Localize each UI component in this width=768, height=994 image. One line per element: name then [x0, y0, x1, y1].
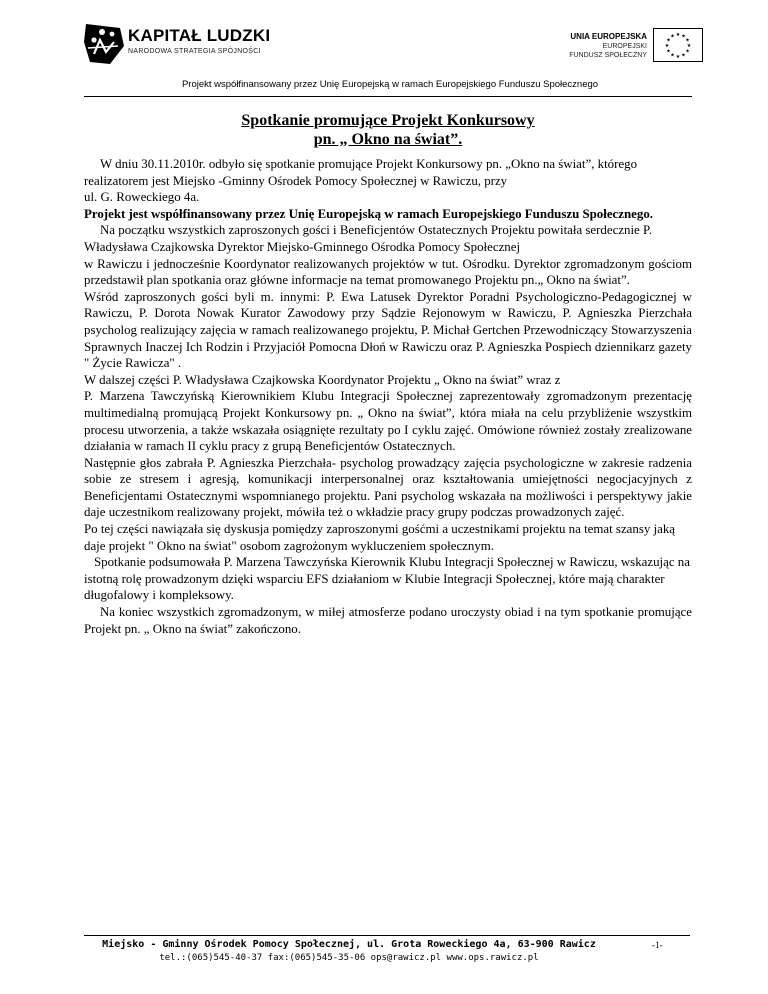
- paragraph-psychologist: Następnie głos zabrała P. Agnieszka Pierzchała- psycholog prowadzący zajęcia psychologiczne w zakresie radzenia sobie ze stresem i agresją, komunikacji interpersonalnej oraz kształtowania umiejętności negocjacyjnych z Beneficjentami Ostatecznymi wspomnianego projektu. Pani psycholog wskazała na możliwości i perspektywy jakie daje uczestnikom realizowany projekt, mówiła też o wkładzie pracy grupy podczas prowadzonych zajęć.: [84, 455, 692, 520]
- document-title-line1: Spotkanie promujące Projekt Konkursowy: [241, 112, 535, 129]
- svg-text:★: ★: [675, 32, 681, 38]
- eu-logo-text: [569, 31, 647, 60]
- kapital-ludzki-logo-icon: [84, 22, 124, 66]
- eu-logo-line1: UNIA EUROPEJSKA: [570, 32, 647, 41]
- svg-text:★: ★: [675, 54, 681, 60]
- svg-text:★: ★: [666, 37, 671, 44]
- eu-logo-line2: EUROPEJSKI: [602, 43, 647, 50]
- page-number: -1-: [652, 940, 663, 950]
- eu-flag-icon: [653, 28, 703, 62]
- paragraph-summary: Spotkanie podsumowała P. Marzena Tawczyńska Kierownik Klubu Integracji Społecznej w Rawiczu, wskazując na istotną rolę prowadzonym dzięki wsparciu EFS działaniom w Klubie Integracji Społecznej, które mają charakter długofalowy i kompleksowy.: [84, 555, 690, 603]
- eu-logo-line3: FUNDUSZ SPOŁECZNY: [569, 52, 647, 59]
- svg-text:★: ★: [685, 48, 690, 55]
- paragraph-guests: Wśród zaproszonych gości byli m. innymi: P. Ewa Latusek Dyrektor Poradni Psychologiczno-Pedagogicznej w Rawiczu, P. Dorota Nowak Kurator Zawodowy przy Sądzie Rejonowym w Rawiczu, P. Agnieszka Pierzchała psycholog realizujący zajęcia w ramach realizowanego projektu, P. Michał Gertchen Przewodniczący Stowarzyszenia Sprawnych Inaczej Ich Rodzin i Przyjaciół Pomocna Dłoń w Rawiczu oraz P. Agnieszka Pospiech dziennikarz gazety " Życie Rawicza" .: [84, 289, 692, 371]
- header-cofinancing-note: Projekt współfinansowany przez Unię Europejską w ramach Europejskiego Funduszu Społecznego: [181, 79, 599, 90]
- header-divider: [84, 96, 692, 97]
- svg-text:★: ★: [685, 37, 690, 44]
- eu-logo: [555, 28, 703, 64]
- document-title: [84, 111, 692, 149]
- paragraph-intro: W dniu 30.11.2010r. odbyło się spotkanie promujące Projekt Konkursowy pn. „Okno na świat”, którego realizatorem jest Miejsko -Gminny Ośrodek Pomocy Społecznej w Rawiczu, przy: [84, 157, 638, 188]
- svg-text:★: ★: [670, 52, 675, 59]
- paragraph-closing: Na koniec wszystkich zgromadzonym, w miłej atmosferze podano uroczysty obiad i na tym spotkanie promujące Projekt pn. „ Okno na świat” zakończono.: [84, 605, 692, 636]
- svg-text:★: ★: [681, 52, 686, 59]
- kapital-ludzki-logo: [84, 22, 274, 66]
- paragraph-address: ul. G. Roweckiego 4a.: [84, 190, 200, 205]
- document-title-line2: pn. „ Okno na świat”.: [313, 131, 463, 148]
- paragraph-presentation: P. Marzena Tawczyńską Kierownikiem Klubu Integracji Społecznej zaprezentowały zgromadzonym prezentację multimedialną promującą Projekt Konkursowy pn. „ Okno na świat”, która miała na celu przybliżenie wszystkim procesu utworzenia, a także wskazała osiągnięte rezultaty po I cyklu zajęć. Omówione również zostały zrealizowane działania w ramach II cyklu pracy z grupą Beneficjentów Ostatecznych.: [84, 389, 692, 454]
- footer-phone-email: tel.:(065)545-40-37 fax:(065)545-35-06 ops@rawicz.pl www.ops.rawicz.pl: [159, 953, 539, 963]
- paragraph-director: w Rawiczu i jednocześnie Koordynator realizowanych projektów w tut. Ośrodku. Dyrektor zgromadzonym gościom przedstawił plan spotkania oraz główne informacje na temat promowanego Projektu pn.„ Okno na świat”.: [84, 256, 692, 288]
- svg-text:★: ★: [666, 48, 671, 55]
- kapital-ludzki-title: KAPITAŁ LUDZKI: [128, 26, 271, 45]
- paragraph-welcome: Na początku wszystkich zaproszonych gości i Beneficjentów Ostatecznych Projektu powitała serdecznie P. Władysława Czajkowska Dyrektor Miejsko-Gminnego Ośrodka Pomocy Społecznej: [84, 223, 652, 254]
- svg-text:★: ★: [681, 33, 686, 40]
- svg-text:★: ★: [670, 33, 675, 40]
- paragraph-discussion: Po tej części nawiązała się dyskusja pomiędzy zaproszonymi gośćmi a uczestnikami projektu na temat szansy jaką daje projekt " Okno na świat" osobom zagrożonym wykluczeniem społecznym.: [84, 522, 675, 553]
- footer-address: Miejsko - Gminny Ośrodek Pomocy Społecznej, ul. Grota Roweckiego 4a, 63-900 Rawicz: [102, 939, 596, 950]
- footer-contact: [84, 938, 614, 965]
- paragraph-cofinancing: Projekt jest współfinansowany przez Unię Europejską w ramach Europejskiego Funduszu Społecznego.: [84, 206, 654, 221]
- svg-text:★: ★: [664, 43, 670, 49]
- footer-divider: [84, 935, 690, 936]
- kapital-ludzki-subtitle: NARODOWA STRATEGIA SPÓJNOŚCI: [128, 48, 261, 55]
- document-body: [84, 156, 692, 637]
- svg-text:★: ★: [686, 43, 692, 49]
- paragraph-coordinator: W dalszej części P. Władysława Czajkowska Koordynator Projektu „ Okno na świat” wraz z: [84, 372, 561, 387]
